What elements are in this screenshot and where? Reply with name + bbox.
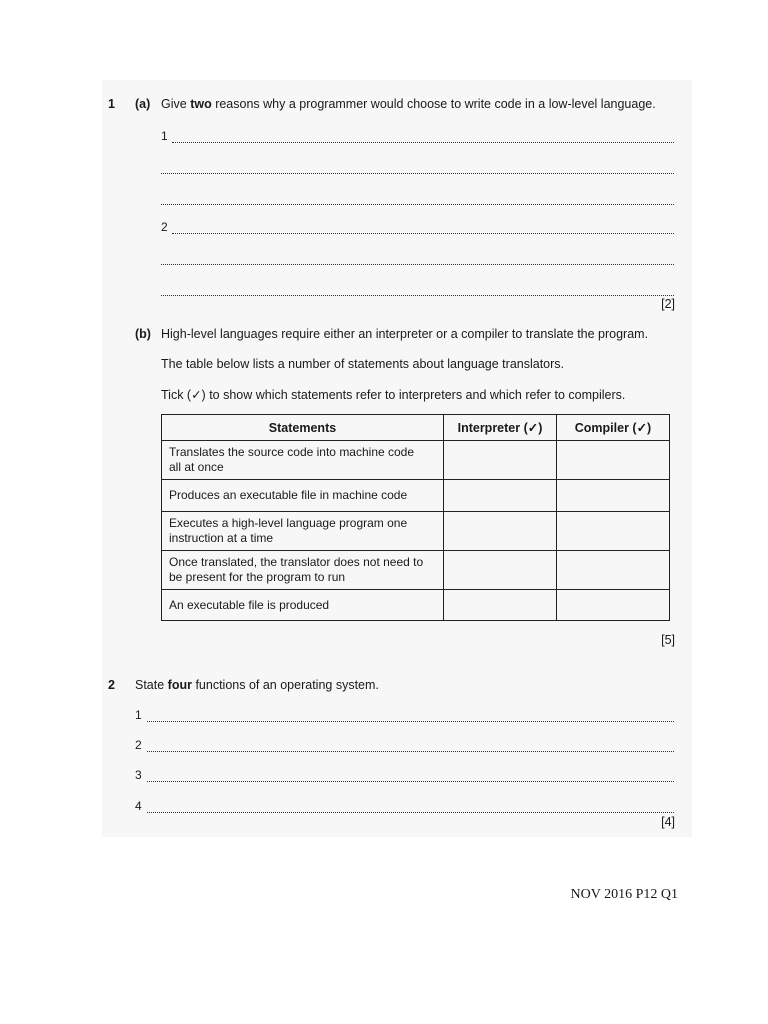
statement-cell: Executes a high-level language program one instruction at a time xyxy=(162,512,444,551)
interpreter-tick-cell[interactable] xyxy=(444,551,557,590)
translator-table xyxy=(161,414,670,621)
answer-line[interactable] xyxy=(147,709,674,722)
question-1b-label: (b) xyxy=(135,327,151,341)
answer-line[interactable] xyxy=(172,130,674,143)
answer-line[interactable] xyxy=(161,283,674,296)
marks-1a: [2] xyxy=(661,297,675,311)
answer-line[interactable] xyxy=(147,800,674,813)
question-1b-text-2: The table below lists a number of statements about language translators. xyxy=(161,357,565,371)
question-1b-text-3: Tick (✓) to show which statements refer to interpreters and which refer to compilers. xyxy=(161,388,626,402)
question-1-number: 1 xyxy=(108,97,115,111)
compiler-tick-cell[interactable] xyxy=(557,441,670,480)
interpreter-tick-cell[interactable] xyxy=(444,480,557,512)
table-row xyxy=(162,590,670,621)
question-2-prompt: State four functions of an operating system. xyxy=(135,678,379,692)
statement-cell: An executable file is produced xyxy=(162,590,444,621)
header-statements: Statements xyxy=(162,415,444,441)
table-row xyxy=(162,480,670,512)
table-row xyxy=(162,551,670,590)
question-1a-prompt: Give two reasons why a programmer would choose to write code in a low-level language. xyxy=(161,97,656,111)
statement-cell: Produces an executable file in machine code xyxy=(162,480,444,512)
interpreter-tick-cell[interactable] xyxy=(444,512,557,551)
question-1a-label: (a) xyxy=(135,97,151,111)
answer-line[interactable] xyxy=(161,252,674,265)
statement-cell: Once translated, the translator does not need to be present for the program to run xyxy=(162,551,444,590)
answer-line-number-4: 4 xyxy=(135,799,142,813)
header-interpreter: Interpreter (✓) xyxy=(444,415,557,441)
answer-line[interactable] xyxy=(172,221,674,234)
interpreter-tick-cell[interactable] xyxy=(444,590,557,621)
answer-line-number-1: 1 xyxy=(161,129,168,143)
answer-line-number-1: 1 xyxy=(135,708,142,722)
answer-line[interactable] xyxy=(161,192,674,205)
answer-line[interactable] xyxy=(161,161,674,174)
compiler-tick-cell[interactable] xyxy=(557,551,670,590)
answer-line[interactable] xyxy=(147,769,674,782)
statement-cell: Translates the source code into machine code all at once xyxy=(162,441,444,480)
question-2-number: 2 xyxy=(108,678,115,692)
source-reference: NOV 2016 P12 Q1 xyxy=(570,887,678,902)
answer-line[interactable] xyxy=(147,739,674,752)
answer-line-number-3: 3 xyxy=(135,768,142,782)
table-row xyxy=(162,512,670,551)
interpreter-tick-cell[interactable] xyxy=(444,441,557,480)
answer-line-number-2: 2 xyxy=(161,220,168,234)
question-1b-text-1: High-level languages require either an interpreter or a compiler to translate the program. xyxy=(161,327,649,341)
answer-line-number-2: 2 xyxy=(135,738,142,752)
table-row xyxy=(162,441,670,480)
marks-1b: [5] xyxy=(661,633,675,647)
header-compiler: Compiler (✓) xyxy=(557,415,670,441)
compiler-tick-cell[interactable] xyxy=(557,590,670,621)
marks-2: [4] xyxy=(661,815,675,829)
compiler-tick-cell[interactable] xyxy=(557,512,670,551)
compiler-tick-cell[interactable] xyxy=(557,480,670,512)
